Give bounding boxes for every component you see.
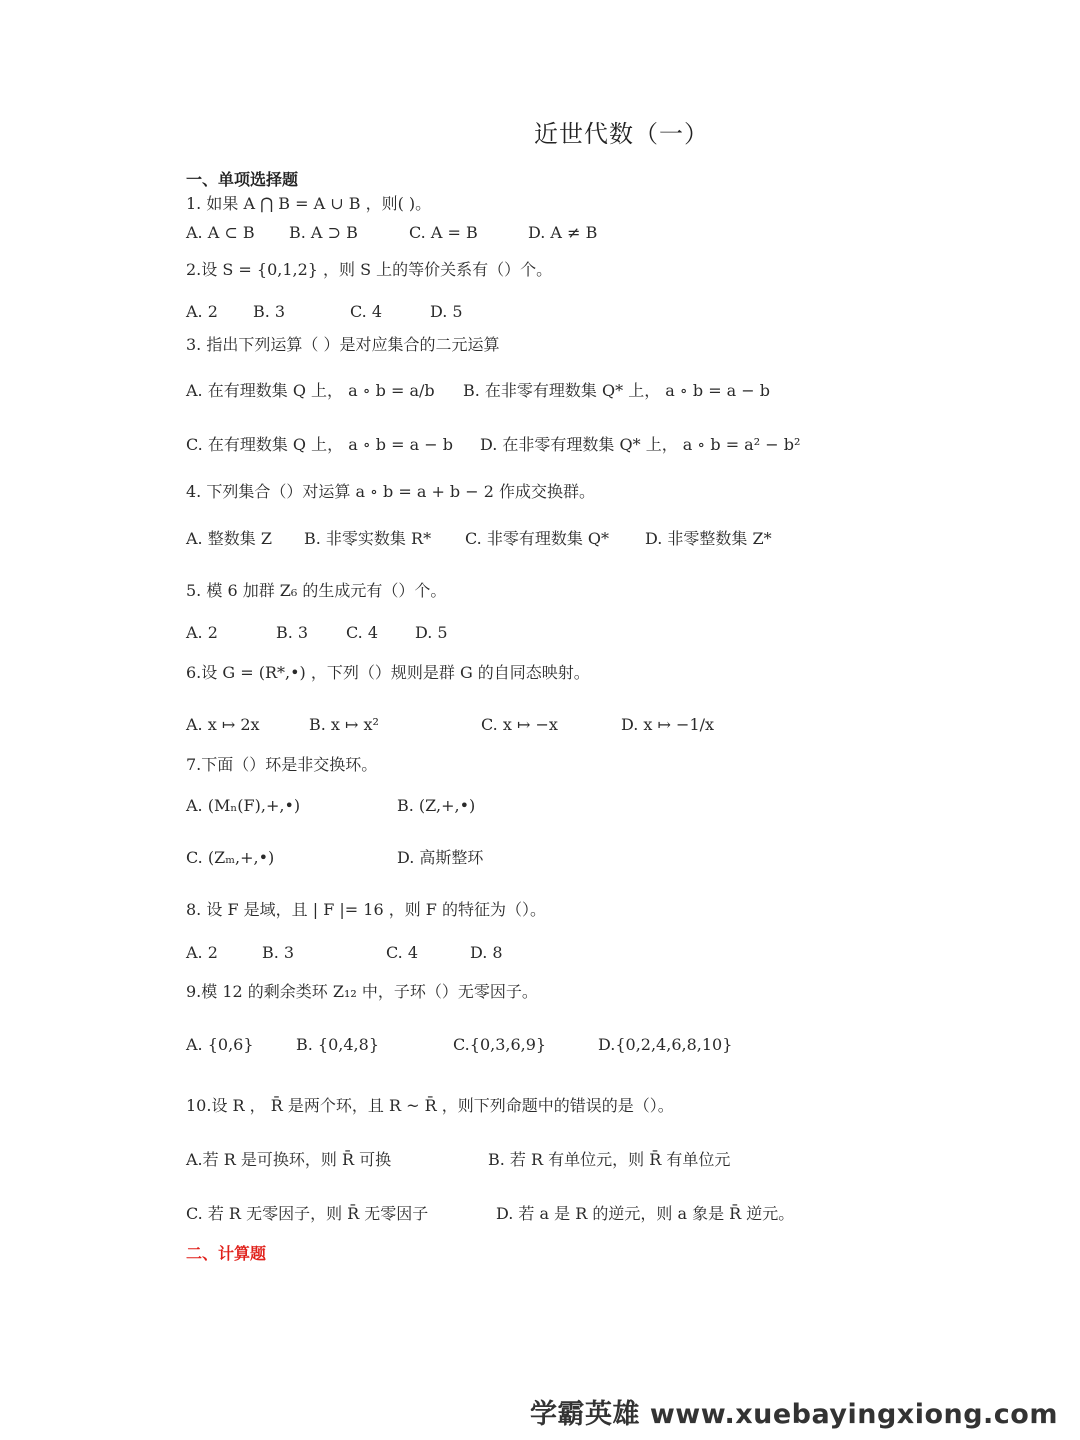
question-9-stem: 9.模 12 的剩余类环 Z₁₂ 中，子环（）无零因子。	[186, 982, 538, 1001]
question-1-option-c: C. A = B	[409, 223, 478, 242]
question-5-option-d: D. 5	[415, 623, 448, 642]
question-1-option-d: D. A ≠ B	[528, 223, 598, 242]
question-2-option-a: A. 2	[186, 302, 218, 321]
section-heading-choice: 一、单项选择题	[186, 170, 299, 189]
question-4-option-b: B. 非零实数集 R*	[304, 529, 432, 548]
question-8-stem: 8. 设 F 是域，且 | F |= 16 ，则 F 的特征为（）。	[186, 900, 546, 919]
question-10-option-d: D. 若 a 是 R 的逆元，则 a 象是 R̄ 逆元。	[496, 1204, 795, 1223]
question-6-option-c: C. x ↦ −x	[481, 715, 558, 734]
question-10-stem: 10.设 R ， R̄ 是两个环，且 R ~ R̄ ，则下列命题中的错误的是（）。	[186, 1096, 674, 1115]
question-6-option-b: B. x ↦ x²	[309, 715, 379, 734]
question-5-option-c: C. 4	[346, 623, 379, 642]
page-title: 近世代数（一）	[534, 120, 709, 148]
question-7-stem: 7.下面（）环是非交换环。	[186, 755, 378, 774]
question-3-stem: 3. 指出下列运算（ ）是对应集合的二元运算	[186, 335, 500, 354]
question-1-option-b: B. A ⊃ B	[289, 223, 358, 242]
question-4-stem: 4. 下列集合（）对运算 a ∘ b = a + b − 2 作成交换群。	[186, 482, 596, 501]
question-10-option-c: C. 若 R 无零因子，则 R̄ 无零因子	[186, 1204, 429, 1223]
question-3-option-c: C. 在有理数集 Q 上， a ∘ b = a − b	[186, 435, 453, 454]
question-9-option-b: B. {0,4,8}	[296, 1035, 379, 1054]
question-9-option-d: D.{0,2,4,6,8,10}	[598, 1035, 733, 1054]
question-3-option-a: A. 在有理数集 Q 上， a ∘ b = a/b	[186, 381, 435, 400]
question-10-option-a: A.若 R 是可换环，则 R̄ 可换	[186, 1150, 392, 1169]
question-9-option-a: A. {0,6}	[186, 1035, 254, 1054]
question-1-stem: 1. 如果 A ⋂ B = A ∪ B ，则( )。	[186, 194, 432, 213]
question-1-option-a: A. A ⊂ B	[186, 223, 255, 242]
question-2-option-d: D. 5	[430, 302, 463, 321]
question-5-option-a: A. 2	[186, 623, 218, 642]
question-2-option-b: B. 3	[253, 302, 286, 321]
question-6-option-a: A. x ↦ 2x	[186, 715, 260, 734]
question-9-option-c: C.{0,3,6,9}	[453, 1035, 547, 1054]
question-10-option-b: B. 若 R 有单位元，则 R̄ 有单位元	[488, 1150, 731, 1169]
question-5-option-b: B. 3	[276, 623, 309, 642]
question-7-option-b: B. (Z,+,•)	[397, 796, 476, 815]
question-3-option-d: D. 在非零有理数集 Q* 上， a ∘ b = a² − b²	[480, 435, 801, 454]
question-7-option-c: C. (Zₘ,+,•)	[186, 848, 275, 867]
question-8-option-c: C. 4	[386, 943, 419, 962]
question-6-option-d: D. x ↦ −1/x	[621, 715, 715, 734]
question-8-option-b: B. 3	[262, 943, 295, 962]
question-3-option-b: B. 在非零有理数集 Q* 上， a ∘ b = a − b	[463, 381, 771, 400]
watermark-text: 学霸英雄 www.xuebayingxiong.com	[529, 1399, 1058, 1430]
section-heading-calculation: 二、计算题	[186, 1244, 267, 1263]
question-7-option-a: A. (Mₙ(F),+,•)	[186, 796, 301, 815]
question-8-option-a: A. 2	[186, 943, 218, 962]
question-2-option-c: C. 4	[350, 302, 383, 321]
question-4-option-d: D. 非零整数集 Z*	[645, 529, 772, 548]
question-4-option-c: C. 非零有理数集 Q*	[465, 529, 610, 548]
question-5-stem: 5. 模 6 加群 Z₆ 的生成元有（）个。	[186, 581, 447, 600]
question-2-stem: 2.设 S = {0,1,2} ，则 S 上的等价关系有（）个。	[186, 260, 553, 279]
question-4-option-a: A. 整数集 Z	[186, 529, 272, 548]
question-7-option-d: D. 高斯整环	[397, 848, 484, 867]
question-8-option-d: D. 8	[470, 943, 503, 962]
question-6-stem: 6.设 G = (R*,•) ，下列（）规则是群 G 的自同态映射。	[186, 663, 590, 682]
